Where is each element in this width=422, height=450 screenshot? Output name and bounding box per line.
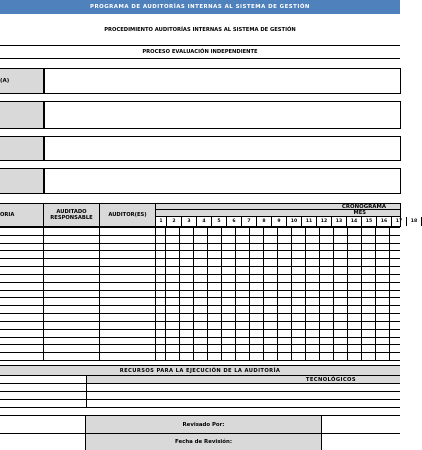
day-number-cell: 5: [212, 217, 227, 226]
table-row-line: [0, 258, 400, 259]
footer-cell: [0, 416, 86, 433]
program-banner: PROGRAMA DE AUDITORÍAS INTERNAS AL SISTEMA DE GESTIÓN: [0, 0, 400, 14]
table-column-line: [263, 227, 264, 360]
table-row-line: [0, 297, 400, 298]
table-column-line: [277, 227, 278, 360]
table-row-line: [0, 290, 400, 291]
table-column-line: [249, 227, 250, 360]
table-row-line: [0, 321, 400, 322]
fecha-revision-value[interactable]: [321, 434, 400, 450]
col-header-auditado: AUDITADO RESPONSABLE: [43, 203, 100, 227]
day-number-cell: 2: [167, 217, 182, 226]
day-number-cell: 11: [302, 217, 317, 226]
col-header-auditoria: ORIA: [0, 203, 44, 227]
table-row-line: [0, 227, 400, 228]
table-column-line: [361, 227, 362, 360]
table-column-line: [221, 227, 222, 360]
revisado-label: Revisado Por:: [86, 416, 321, 433]
day-number-cell: 7: [242, 217, 257, 226]
table-row-line: [0, 360, 400, 361]
field-input-1[interactable]: [44, 68, 401, 94]
day-number-cell: 18: [407, 217, 422, 226]
table-column-line: [179, 227, 180, 360]
day-number-cell: 15: [362, 217, 377, 226]
schedule-table-body: [0, 227, 400, 360]
table-row-line: [0, 274, 400, 275]
day-number-cell: 16: [377, 217, 392, 226]
table-row-line: [0, 250, 400, 251]
day-number-cell: 8: [257, 217, 272, 226]
field-label-1: (A): [0, 68, 44, 94]
table-column-line: [99, 227, 100, 360]
table-row-line: [0, 305, 400, 306]
day-number-cell: 9: [272, 217, 287, 226]
table-column-line: [375, 227, 376, 360]
table-row-line: [0, 235, 400, 236]
day-number-cell: 3: [182, 217, 197, 226]
table-row-line: [0, 313, 400, 314]
table-row-line: [0, 329, 400, 330]
divider: [0, 399, 400, 400]
day-number-cell: 13: [332, 217, 347, 226]
table-row-line: [0, 337, 400, 338]
table-column-line: [347, 227, 348, 360]
tecnologicos-header: TECNOLÓGICOS: [86, 376, 400, 383]
day-number-cell: 12: [317, 217, 332, 226]
resources-title: RECURSOS PARA LA EJECUCIÓN DE LA AUDITORÍA: [0, 366, 400, 375]
cronograma-header: CRONOGRAMA: [155, 203, 401, 210]
table-column-line: [305, 227, 306, 360]
revisado-value[interactable]: [321, 416, 400, 433]
day-number-cell: 14: [347, 217, 362, 226]
table-column-line: [155, 227, 156, 360]
process-title: PROCESO EVALUACIÓN INDEPENDIENTE: [142, 49, 258, 55]
table-column-line: [207, 227, 208, 360]
field-label-4: [0, 168, 44, 194]
day-number-cell: 10: [287, 217, 302, 226]
table-row-line: [0, 282, 400, 283]
divider: [0, 391, 400, 392]
field-label-3: [0, 136, 44, 161]
table-column-line: [43, 227, 44, 360]
fecha-revision-label: Fecha de Revisión:: [86, 434, 321, 450]
divider: [86, 375, 87, 408]
field-label-2: [0, 101, 44, 129]
procedure-title: PROCEDIMIENTO AUDITORÍAS INTERNAS AL SISTEMA DE GESTIÓN: [104, 26, 296, 33]
table-column-line: [235, 227, 236, 360]
field-input-4[interactable]: [44, 168, 401, 194]
table-row-line: [0, 352, 400, 353]
field-input-2[interactable]: [44, 101, 401, 129]
table-column-line: [165, 227, 166, 360]
footer-cell: [0, 434, 86, 450]
day-number-cell: 1: [156, 217, 167, 226]
table-column-line: [389, 227, 390, 360]
table-column-line: [193, 227, 194, 360]
field-input-3[interactable]: [44, 136, 401, 161]
day-number-cell: 6: [227, 217, 242, 226]
table-column-line: [319, 227, 320, 360]
col-header-auditores: AUDITOR(ES): [99, 203, 156, 227]
day-number-cell: 17: [392, 217, 407, 226]
divider: [0, 407, 400, 408]
table-row-line: [0, 243, 400, 244]
days-header-row: [155, 216, 418, 227]
divider: [0, 383, 400, 384]
table-column-line: [333, 227, 334, 360]
table-row-line: [0, 266, 400, 267]
divider: [0, 58, 400, 59]
mes-header: MES: [155, 209, 401, 217]
day-number-cell: 4: [197, 217, 212, 226]
table-row-line: [0, 344, 400, 345]
table-column-line: [291, 227, 292, 360]
